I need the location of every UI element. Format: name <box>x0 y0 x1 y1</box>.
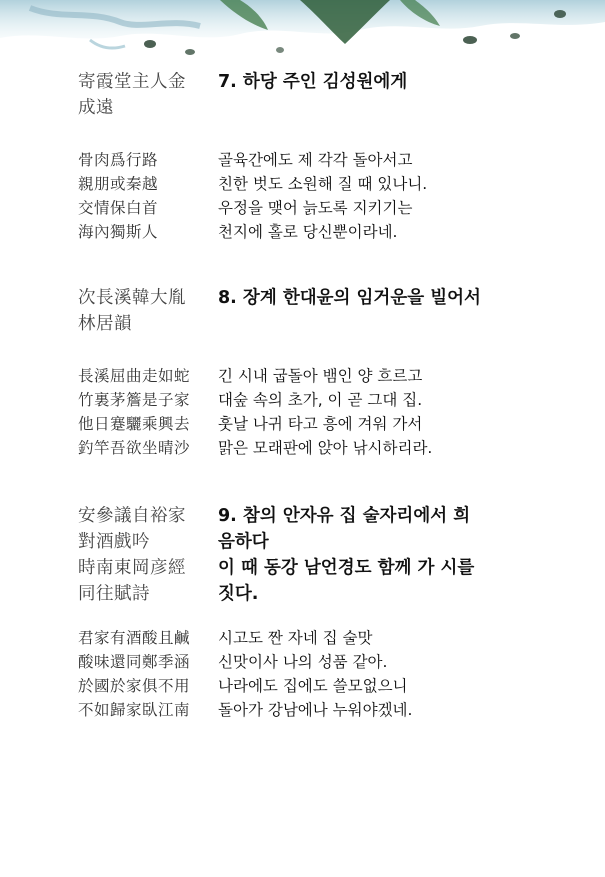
poem-line <box>0 148 605 172</box>
poem-line-hanja: 酸味還同鄭季涵 <box>78 653 191 671</box>
poem-line-hanja: 竹裏茅簷是子家 <box>78 391 191 409</box>
poem-line-hanja: 長溪屈曲走如蛇 <box>78 367 191 385</box>
poem-title-hanja: 林居韻 <box>78 314 132 334</box>
poem-title-row <box>0 530 605 556</box>
poem-line-hanja: 於國於家俱不用 <box>78 677 191 695</box>
poem-title-korean: 짓다. <box>218 584 259 604</box>
poem-line-korean: 친한 벗도 소원해 질 때 있나니. <box>218 175 428 193</box>
poem-line-korean: 대숲 속의 초가, 이 곧 그대 집. <box>218 391 423 409</box>
poem-title-hanja: 次長溪韓大胤 <box>78 288 186 308</box>
poem-line <box>0 698 605 722</box>
poem-line <box>0 196 605 220</box>
poem-line-korean: 신맛이사 나의 성품 같아. <box>218 653 388 671</box>
poem-line <box>0 626 605 650</box>
poem-line-korean: 맑은 모래판에 앉아 낚시하리라. <box>218 439 433 457</box>
poem-title-korean: 9. 참의 안자유 집 술자리에서 희 <box>218 506 471 526</box>
poem-title-hanja: 對酒戲吟 <box>78 532 150 552</box>
poem-title-korean: 음하다 <box>218 532 269 552</box>
poem-title-row <box>0 96 605 122</box>
poem-title-hanja: 時南東岡彦經 <box>78 558 186 578</box>
poem-title-korean: 이 때 동강 남언경도 함께 가 시를 <box>218 558 475 578</box>
poem-line-korean: 훗날 나귀 타고 흥에 겨워 가서 <box>218 415 423 433</box>
watercolor-header-art <box>0 0 605 62</box>
poem-line <box>0 436 605 460</box>
poem-line-korean: 골육간에도 제 각각 돌아서고 <box>218 151 413 169</box>
poem-line <box>0 650 605 674</box>
poem-title-row <box>0 286 605 312</box>
poem-line-hanja: 交情保白首 <box>78 199 159 217</box>
poem-title-hanja: 同往賦詩 <box>78 584 150 604</box>
poem-line-hanja: 不如歸家臥江南 <box>78 701 191 719</box>
poem-line-korean: 돌아가 강남에나 누워야겠네. <box>218 701 413 719</box>
poem-9 <box>0 504 605 722</box>
poem-line-hanja: 親朋或秦越 <box>78 175 159 193</box>
poem-title-hanja: 安參議自裕家 <box>78 506 186 526</box>
poem-line-korean: 긴 시내 굽돌아 뱀인 양 흐르고 <box>218 367 423 385</box>
poem-line-korean: 시고도 짠 자네 집 술맛 <box>218 629 373 647</box>
poem-line-hanja: 君家有酒酸且鹹 <box>78 629 191 647</box>
poem-line-hanja: 釣竿吾欲坐晴沙 <box>78 439 191 457</box>
poem-line <box>0 172 605 196</box>
poem-line-hanja: 他日蹇驪乘興去 <box>78 415 191 433</box>
poem-line-hanja: 骨肉爲行路 <box>78 151 159 169</box>
poem-title-hanja: 成遠 <box>78 98 114 118</box>
poem-line <box>0 412 605 436</box>
poem-line <box>0 674 605 698</box>
poem-title-row <box>0 582 605 608</box>
poem-line <box>0 364 605 388</box>
poem-title-row <box>0 312 605 338</box>
poem-7 <box>0 70 605 244</box>
poem-line-korean: 천지에 홀로 당신뿐이라네. <box>218 223 398 241</box>
poem-line-hanja: 海內獨斯人 <box>78 223 159 241</box>
poem-line <box>0 220 605 244</box>
poem-title-hanja: 寄霞堂主人金 <box>78 72 186 92</box>
poem-title-row <box>0 504 605 530</box>
poem-line-korean: 우정을 맺어 늙도록 지키기는 <box>218 199 413 217</box>
poem-title-row <box>0 556 605 582</box>
poem-title-korean: 8. 장계 한대윤의 임거운을 빌어서 <box>218 288 481 308</box>
poem-line <box>0 388 605 412</box>
poem-line-korean: 나라에도 집에도 쓸모없으니 <box>218 677 408 695</box>
poem-8 <box>0 286 605 460</box>
poem-title-korean: 7. 하당 주인 김성원에게 <box>218 72 408 92</box>
poem-title-row <box>0 70 605 96</box>
